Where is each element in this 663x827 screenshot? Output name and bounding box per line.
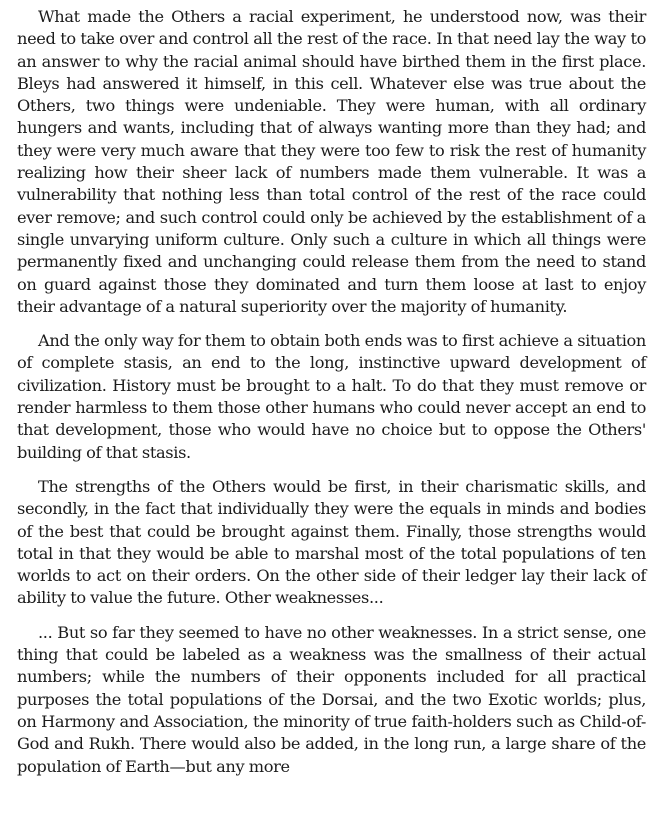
- paragraph-1: What made the Others a racial experiment, he understood now, was their need to take over and control all the rest of the race. In that need lay the way to an answer to why the racial animal should have birthed them in the first place. Bleys had answered it himself, in this cell. Whatever else was true about the Others, two things were undeniable. They were human, with all ordinary hungers and wants, including that of always wanting more than they had; and they were very much aware that they were too few to risk the rest of humanity realizing how their sheer lack of numbers made them vulnerable. It was a vulnerability that nothing less than total control of the rest of the race could ever remove; and such control could only be achieved by the establishment of a single unvarying uniform culture. Only such a culture in which all things were permanently fixed and unchanging could release them from the need to stand on guard against those they dominated and turn them loose at last to enjoy their advantage of a natural superiority over the majority of humanity.: [17, 7, 646, 316]
- paragraph-2: And the only way for them to obtain both ends was to first achieve a situation of complete stasis, an end to the long, instinctive upward development of civilization. History must be brought to a halt. To do that they must remove or render harmless to them those other humans who could never accept an end to that development, those who would have no choice but to oppose the Others' building of that stasis.: [17, 331, 646, 462]
- book-page: [17, 6, 646, 778]
- paragraph-3: The strengths of the Others would be first, in their charismatic skills, and secondly, in the fact that individually they were the equals in minds and bodies of the best that could be brought against them. Finally, those strengths would total in that they would be able to marshal most of the total populations of ten worlds to act on their orders. On the other side of their ledger lay their lack of ability to value the future. Other weaknesses...: [17, 476, 646, 608]
- paragraph-4: ... But so far they seemed to have no other weaknesses. In a strict sense, one thing that could be labeled as a weakness was the smallness of their actual numbers; while the numbers of their opponents included for all practical purposes the total populations of the Dorsai, and the two Exotic worlds; plus, on Harmony and Association, the minority of true faith-holders such as Child-of-God and Rukh. There would also be added, in the long run, a large share of the population of Earth—but any more: [17, 622, 646, 776]
